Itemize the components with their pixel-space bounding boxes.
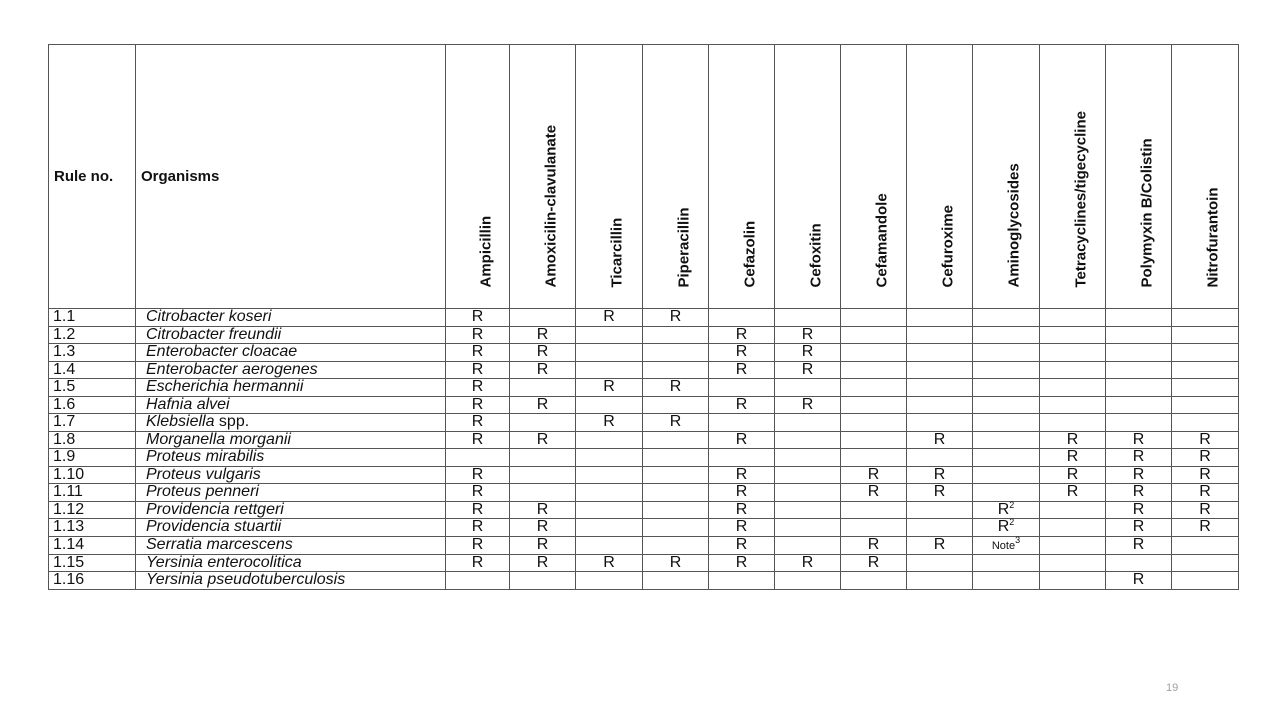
resistance-cell — [973, 536, 1040, 554]
resistance-cell: R — [709, 396, 775, 414]
organism-name: Hafnia alvei — [146, 395, 230, 413]
resistance-cell — [907, 554, 973, 572]
resistance-cell — [643, 431, 709, 449]
footnote-marker: 2 — [1009, 517, 1015, 528]
resistance-cell — [973, 572, 1040, 590]
resistance-cell — [973, 344, 1040, 362]
resistance-cell — [1040, 536, 1106, 554]
resistance-cell — [973, 449, 1040, 467]
organism-cell — [136, 309, 446, 327]
resistance-cell: R — [709, 536, 775, 554]
resistance-cell — [841, 326, 907, 344]
resistance-cell — [775, 484, 841, 502]
resistance-cell — [1172, 326, 1239, 344]
rule-number-cell: 1.2 — [49, 326, 136, 344]
resistance-cell — [643, 536, 709, 554]
organism-name: Morganella morganii — [146, 430, 291, 448]
resistance-cell: R — [841, 484, 907, 502]
resistance-cell — [1040, 309, 1106, 327]
resistance-cell — [576, 572, 643, 590]
table-row — [49, 396, 1239, 414]
resistance-cell: R — [446, 431, 510, 449]
resistance-cell: R — [446, 554, 510, 572]
resistance-cell: R — [1106, 484, 1172, 502]
organism-name: Proteus penneri — [146, 483, 259, 501]
resistance-value: Note — [991, 539, 1016, 552]
resistance-cell — [1106, 414, 1172, 432]
resistance-cell: R — [709, 326, 775, 344]
table-row — [49, 431, 1239, 449]
resistance-cell — [643, 449, 709, 467]
resistance-cell — [1040, 414, 1106, 432]
table-row — [49, 572, 1239, 590]
resistance-cell: R — [643, 554, 709, 572]
resistance-cell — [643, 466, 709, 484]
resistance-cell — [841, 396, 907, 414]
resistance-cell: R — [510, 431, 576, 449]
resistance-cell: R — [446, 501, 510, 519]
resistance-cell — [510, 572, 576, 590]
resistance-cell — [775, 536, 841, 554]
resistance-cell — [841, 361, 907, 379]
resistance-cell: R — [446, 466, 510, 484]
resistance-cell — [576, 326, 643, 344]
resistance-cell — [973, 309, 1040, 327]
resistance-cell — [841, 572, 907, 590]
organism-cell — [136, 554, 446, 572]
resistance-cell — [973, 484, 1040, 502]
header-drug-label: Ampicillin — [477, 215, 494, 288]
resistance-cell: R — [1106, 501, 1172, 519]
resistance-cell — [510, 309, 576, 327]
resistance-cell — [907, 501, 973, 519]
resistance-cell — [709, 572, 775, 590]
resistance-cell: R — [1040, 449, 1106, 467]
resistance-cell: R — [446, 379, 510, 397]
header-drug — [907, 45, 973, 309]
resistance-cell — [446, 449, 510, 467]
resistance-cell — [709, 449, 775, 467]
rule-number-cell: 1.16 — [49, 572, 136, 590]
resistance-cell: R — [446, 484, 510, 502]
header-drug-label: Piperacillin — [675, 207, 692, 288]
resistance-cell — [907, 449, 973, 467]
resistance-cell — [643, 484, 709, 502]
resistance-cell — [841, 309, 907, 327]
resistance-cell — [775, 309, 841, 327]
resistance-cell: R — [446, 414, 510, 432]
resistance-value: R — [997, 500, 1010, 518]
organism-cell — [136, 326, 446, 344]
table-row — [49, 344, 1239, 362]
resistance-cell — [775, 501, 841, 519]
resistance-cell — [1040, 519, 1106, 537]
header-drug — [973, 45, 1040, 309]
header-drug — [1106, 45, 1172, 309]
resistance-cell — [1172, 536, 1239, 554]
table-row — [49, 414, 1239, 432]
rule-number-cell: 1.4 — [49, 361, 136, 379]
organism-suffix: spp. — [214, 413, 250, 431]
resistance-cell: R — [510, 396, 576, 414]
resistance-cell: R — [446, 344, 510, 362]
resistance-cell — [841, 519, 907, 537]
rule-number-cell: 1.13 — [49, 519, 136, 537]
organism-name: Serratia marcescens — [146, 536, 293, 553]
header-drug-label: Cefoxitin — [807, 223, 824, 288]
header-drug-label: Amoxicilin-clavulanate — [542, 124, 559, 288]
header-drug-label: Nitrofurantoin — [1204, 187, 1222, 288]
resistance-cell — [576, 536, 643, 554]
resistance-cell: R — [841, 554, 907, 572]
resistance-cell — [1106, 554, 1172, 572]
resistance-cell — [643, 396, 709, 414]
resistance-cell: R — [775, 344, 841, 362]
resistance-cell — [1172, 361, 1239, 379]
table-row — [49, 501, 1239, 519]
organism-name: Providencia stuartii — [146, 518, 282, 536]
resistance-cell: R — [1172, 501, 1239, 519]
resistance-cell — [841, 379, 907, 397]
header-drug-label: Tetracyclines/tigecycline — [1072, 111, 1089, 288]
organism-name: Escherichia hermannii — [146, 378, 304, 396]
resistance-cell — [775, 466, 841, 484]
organism-name: Citrobacter freundii — [146, 325, 282, 343]
table-row — [49, 519, 1239, 537]
resistance-cell — [775, 414, 841, 432]
resistance-cell — [1172, 554, 1239, 572]
resistance-cell — [1106, 344, 1172, 362]
header-drug-label: Ticarcillin — [608, 217, 626, 288]
resistance-cell — [841, 449, 907, 467]
rule-number-cell: 1.7 — [49, 414, 136, 432]
organism-cell — [136, 501, 446, 519]
organism-name: Citrobacter koseri — [146, 308, 272, 326]
organism-cell — [136, 466, 446, 484]
header-organisms: Organisms — [136, 45, 446, 309]
resistance-cell — [576, 344, 643, 362]
table-row — [49, 449, 1239, 467]
rule-number-cell: 1.11 — [49, 484, 136, 502]
resistance-cell: R — [1172, 484, 1239, 502]
header-drug-label: Cefazolin — [741, 220, 758, 288]
footnote-marker: 3 — [1015, 534, 1021, 545]
resistance-cell — [907, 344, 973, 362]
rule-number-cell: 1.5 — [49, 379, 136, 397]
resistance-cell — [643, 326, 709, 344]
resistance-cell — [1040, 572, 1106, 590]
resistance-cell: R — [709, 484, 775, 502]
header-drug — [576, 45, 643, 309]
organism-cell — [136, 396, 446, 414]
resistance-cell: R — [576, 554, 643, 572]
resistance-cell — [1172, 572, 1239, 590]
resistance-cell — [1040, 361, 1106, 379]
table-header — [49, 45, 1239, 309]
resistance-cell — [1040, 554, 1106, 572]
resistance-cell — [775, 572, 841, 590]
header-drug-label: Aminoglycosides — [1005, 163, 1023, 288]
resistance-cell — [1106, 361, 1172, 379]
resistance-cell: R — [1172, 431, 1239, 449]
organism-cell — [136, 379, 446, 397]
resistance-cell: R — [576, 309, 643, 327]
resistance-cell — [1040, 326, 1106, 344]
table-row — [49, 361, 1239, 379]
rule-number-cell: 1.6 — [49, 396, 136, 414]
resistance-cell — [907, 396, 973, 414]
resistance-cell — [1040, 379, 1106, 397]
resistance-cell: R — [775, 396, 841, 414]
resistance-cell: R — [510, 554, 576, 572]
header-drug — [709, 45, 775, 309]
rule-number-cell: 1.3 — [49, 344, 136, 362]
resistance-cell: R — [841, 466, 907, 484]
resistance-cell: R — [446, 396, 510, 414]
organism-cell — [136, 519, 446, 537]
resistance-cell — [907, 326, 973, 344]
resistance-cell: R — [510, 519, 576, 537]
resistance-cell: R — [446, 536, 510, 554]
resistance-cell: R — [709, 554, 775, 572]
resistance-cell — [973, 326, 1040, 344]
resistance-cell: R — [643, 414, 709, 432]
resistance-cell — [1040, 344, 1106, 362]
resistance-cell — [576, 449, 643, 467]
organism-name: Enterobacter aerogenes — [146, 360, 318, 378]
resistance-cell — [576, 396, 643, 414]
resistance-cell: R — [775, 361, 841, 379]
organism-name: Yersinia enterocolitica — [146, 553, 302, 571]
resistance-cell: R — [775, 326, 841, 344]
resistance-cell: R — [709, 344, 775, 362]
table-row — [49, 554, 1239, 572]
organism-cell — [136, 484, 446, 502]
page-number: 19 — [1166, 682, 1179, 694]
resistance-cell — [709, 414, 775, 432]
organism-cell — [136, 536, 446, 554]
organism-cell — [136, 414, 446, 432]
table-row — [49, 379, 1239, 397]
header-rule-no: Rule no. — [49, 45, 136, 309]
organism-cell — [136, 572, 446, 590]
organism-name: Proteus mirabilis — [146, 448, 265, 466]
resistance-cell — [973, 519, 1040, 537]
resistance-cell: R — [576, 379, 643, 397]
resistance-cell: R — [446, 519, 510, 537]
resistance-cell: R — [775, 554, 841, 572]
resistance-cell: R — [1172, 449, 1239, 467]
organism-name: Klebsiella — [146, 413, 215, 431]
resistance-cell: R — [576, 414, 643, 432]
resistance-cell — [973, 501, 1040, 519]
resistance-cell: R — [1040, 484, 1106, 502]
rule-number-cell: 1.10 — [49, 466, 136, 484]
resistance-cell — [973, 466, 1040, 484]
resistance-cell — [907, 361, 973, 379]
resistance-cell: R — [709, 501, 775, 519]
resistance-cell — [643, 344, 709, 362]
resistance-cell: R — [510, 501, 576, 519]
resistance-cell — [510, 449, 576, 467]
table-row — [49, 536, 1239, 554]
resistance-cell: R — [1106, 536, 1172, 554]
resistance-cell — [907, 309, 973, 327]
resistance-cell — [1106, 379, 1172, 397]
resistance-cell — [1172, 379, 1239, 397]
resistance-cell — [643, 501, 709, 519]
resistance-cell — [1106, 309, 1172, 327]
resistance-cell — [446, 572, 510, 590]
header-drug — [643, 45, 709, 309]
table-row — [49, 466, 1239, 484]
table-body — [49, 309, 1239, 590]
resistance-cell — [775, 519, 841, 537]
header-drug-label: Cefamandole — [873, 193, 890, 288]
resistance-cell — [576, 431, 643, 449]
resistance-cell — [1040, 501, 1106, 519]
intrinsic-resistance-table — [48, 44, 1239, 590]
organism-cell — [136, 449, 446, 467]
rule-number-cell: 1.12 — [49, 501, 136, 519]
resistance-cell: R — [446, 326, 510, 344]
resistance-cell — [1040, 396, 1106, 414]
rule-number-cell: 1.9 — [49, 449, 136, 467]
header-drug-label: Cefuroxime — [939, 204, 956, 288]
header-drug — [446, 45, 510, 309]
resistance-cell — [576, 484, 643, 502]
organism-name: Providencia rettgeri — [146, 500, 284, 518]
resistance-cell — [576, 519, 643, 537]
resistance-cell — [510, 379, 576, 397]
resistance-cell: R — [510, 344, 576, 362]
resistance-cell — [510, 414, 576, 432]
resistance-cell: R — [510, 536, 576, 554]
resistance-cell — [841, 501, 907, 519]
header-drug-label: Polymyxin B/Colistin — [1138, 138, 1155, 288]
resistance-cell — [709, 379, 775, 397]
resistance-cell — [973, 379, 1040, 397]
resistance-cell: R — [709, 519, 775, 537]
resistance-cell: R — [1106, 449, 1172, 467]
resistance-cell: R — [1106, 519, 1172, 537]
resistance-cell — [907, 572, 973, 590]
resistance-cell — [576, 501, 643, 519]
resistance-cell — [907, 414, 973, 432]
resistance-cell: R — [446, 309, 510, 327]
resistance-cell: R — [709, 361, 775, 379]
resistance-cell: R — [1172, 466, 1239, 484]
resistance-cell — [841, 431, 907, 449]
header-row — [49, 45, 1239, 309]
organism-name: Enterobacter cloacae — [146, 343, 298, 361]
resistance-cell — [973, 554, 1040, 572]
resistance-cell — [1172, 344, 1239, 362]
table-row — [49, 484, 1239, 502]
organism-name: Proteus vulgaris — [146, 465, 261, 483]
resistance-cell — [643, 572, 709, 590]
resistance-cell — [1172, 396, 1239, 414]
resistance-cell: R — [841, 536, 907, 554]
footnote-marker: 2 — [1009, 499, 1015, 510]
header-drug — [1172, 45, 1239, 309]
rule-number-cell: 1.14 — [49, 536, 136, 554]
resistance-cell — [775, 449, 841, 467]
resistance-cell: R — [643, 309, 709, 327]
resistance-cell — [510, 484, 576, 502]
resistance-cell: R — [510, 361, 576, 379]
header-drug — [1040, 45, 1106, 309]
header-drug — [775, 45, 841, 309]
resistance-cell — [643, 519, 709, 537]
resistance-cell: R — [907, 536, 973, 554]
resistance-cell: R — [510, 326, 576, 344]
resistance-cell — [1172, 309, 1239, 327]
organism-name: Yersinia pseudotuberculosis — [146, 571, 346, 589]
resistance-cell — [841, 414, 907, 432]
resistance-cell — [1106, 326, 1172, 344]
resistance-cell — [576, 466, 643, 484]
resistance-cell — [973, 414, 1040, 432]
rule-number-cell: 1.1 — [49, 309, 136, 327]
resistance-cell — [973, 431, 1040, 449]
resistance-cell: R — [643, 379, 709, 397]
resistance-cell: R — [709, 431, 775, 449]
rule-number-cell: 1.15 — [49, 554, 136, 572]
resistance-cell — [775, 431, 841, 449]
resistance-cell: R — [446, 361, 510, 379]
table-row — [49, 309, 1239, 327]
resistance-cell — [1172, 414, 1239, 432]
resistance-cell — [643, 361, 709, 379]
organism-cell — [136, 361, 446, 379]
resistance-cell — [907, 519, 973, 537]
resistance-value: R — [997, 518, 1010, 536]
resistance-cell: R — [1106, 431, 1172, 449]
resistance-cell: R — [1106, 572, 1172, 590]
resistance-cell — [973, 396, 1040, 414]
resistance-cell — [576, 361, 643, 379]
resistance-cell — [973, 361, 1040, 379]
resistance-cell — [775, 379, 841, 397]
resistance-cell: R — [907, 484, 973, 502]
resistance-cell: R — [1172, 519, 1239, 537]
resistance-cell — [510, 466, 576, 484]
resistance-cell: R — [1106, 466, 1172, 484]
resistance-cell: R — [907, 431, 973, 449]
header-drug — [841, 45, 907, 309]
rule-number-cell: 1.8 — [49, 431, 136, 449]
resistance-cell: R — [1040, 466, 1106, 484]
resistance-cell — [907, 379, 973, 397]
resistance-cell — [709, 309, 775, 327]
resistance-cell — [841, 344, 907, 362]
resistance-cell — [1106, 396, 1172, 414]
header-drug — [510, 45, 576, 309]
table-row — [49, 326, 1239, 344]
organism-cell — [136, 344, 446, 362]
organism-cell — [136, 431, 446, 449]
resistance-cell: R — [709, 466, 775, 484]
resistance-cell: R — [907, 466, 973, 484]
resistance-cell: R — [1040, 431, 1106, 449]
